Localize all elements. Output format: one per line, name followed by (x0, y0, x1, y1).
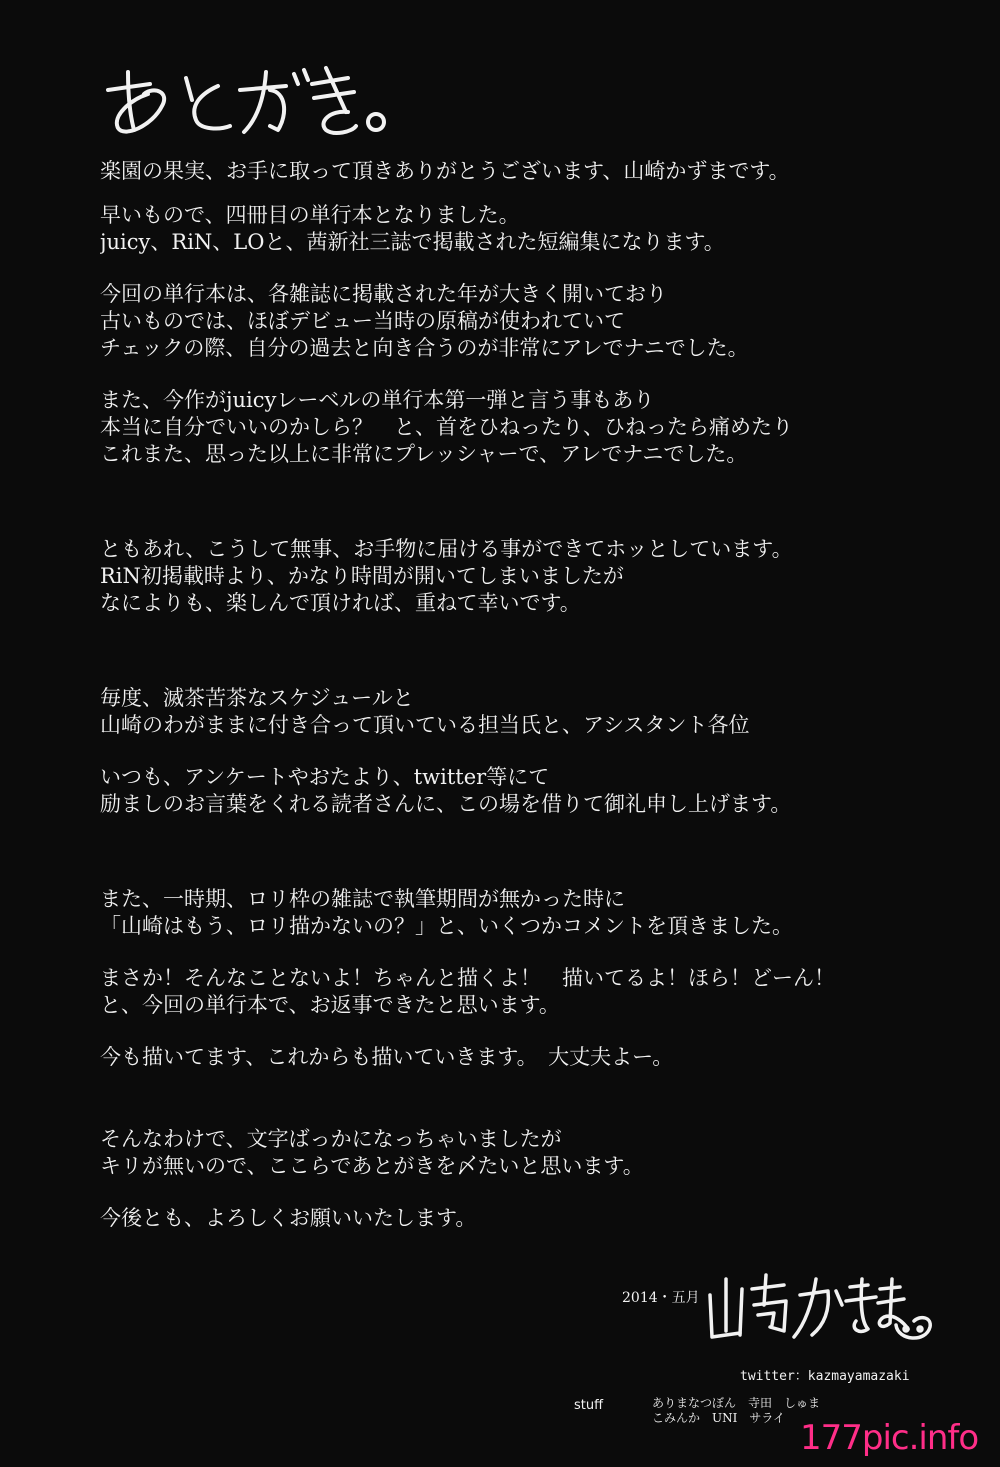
staff-line: こみんか UNI サライ (652, 1411, 785, 1425)
text-line: と、今回の単行本で、お返事できたと思います。 (100, 993, 560, 1017)
text-line: juicy、RiN、LOと、茜新社三誌で掲載された短編集になります。 (100, 230, 725, 254)
handwritten-signature-graphic (700, 1265, 940, 1350)
paragraph (100, 1126, 960, 1180)
text-line: 早いもので、四冊目の単行本となりました。 (100, 203, 520, 227)
text-line: なによりも、楽しんで頂ければ、重ねて幸いです。 (100, 591, 581, 615)
paragraph (100, 281, 960, 362)
handwritten-title-graphic (100, 50, 400, 140)
text-line: 山崎のわがままに付き合って頂いている担当氏と、アシスタント各位 (100, 713, 750, 737)
paragraph (100, 764, 960, 818)
site-watermark: 177pic.info (800, 1418, 979, 1458)
text-line: 本当に自分でいいのかしら？ と、首をひねったり、ひねったら痛めたり (100, 415, 793, 439)
text-line: また、今作がjuicyレーベルの単行本第一弾と言う事もあり (100, 388, 655, 412)
paragraph (100, 685, 960, 739)
text-line: まさか！そんなことないよ！ちゃんと描くよ！ 描いてるよ！ほら！どーん！ (100, 966, 835, 990)
text-line: 楽園の果実、お手に取って頂きありがとうございます、山崎かずまです。 (100, 159, 790, 183)
text-line: 古いものでは、ほぼデビュー当時の原稿が使われていて (100, 309, 625, 333)
paragraph (100, 536, 960, 617)
staff-names (652, 1396, 820, 1426)
paragraph (100, 202, 960, 256)
signature-date: 2014・五月 (622, 1290, 700, 1306)
text-line: また、一時期、ロリ枠の雑誌で執筆期間が無かった時に (100, 887, 625, 911)
paragraph (100, 965, 960, 1019)
text-line: 今回の単行本は、各雑誌に掲載された年が大きく開いており (100, 282, 667, 306)
afterword-heading (100, 50, 400, 140)
afterword-body (100, 158, 960, 1232)
text-line: これまた、思った以上に非常にプレッシャーで、アレでナニでした。 (100, 442, 748, 466)
text-line: いつも、アンケートやおたより、twitter等にて (100, 765, 550, 789)
text-line: ともあれ、こうして無事、お手物に届ける事ができてホッとしています。 (100, 537, 793, 561)
paragraph (100, 1205, 960, 1232)
text-line: 「山崎はもう、ロリ描かないの？」と、いくつかコメントを頂きました。 (100, 914, 793, 938)
paragraph (100, 1044, 960, 1071)
paragraph (100, 158, 960, 185)
text-line: 毎度、滅茶苦茶なスケジュールと (100, 686, 414, 710)
text-line: 励ましのお言葉をくれる読者さんに、この場を借りて御礼申し上げます。 (100, 792, 792, 816)
text-line: チェックの際、自分の過去と向き合うのが非常にアレでナニでした。 (100, 336, 749, 360)
text-line: キリが無いので、ここらであとがきを〆たいと思います。 (100, 1154, 644, 1178)
paragraph (100, 387, 960, 468)
staff-line: ありまなつぼん 寺田 しゅま (652, 1396, 821, 1410)
text-line: 今後とも、よろしくお願いいたします。 (100, 1206, 477, 1230)
author-signature (700, 1265, 940, 1350)
text-line: そんなわけで、文字ばっかになっちゃいましたが (100, 1127, 562, 1151)
text-line: RiN初掲載時より、かなり時間が開いてしまいましたが (100, 564, 624, 588)
paragraph (100, 886, 960, 940)
staff-label: stuff (574, 1398, 604, 1413)
twitter-handle: twitter：kazmayamazaki (740, 1369, 910, 1384)
text-line: 今も描いてます、これからも描いていきます。 大丈夫よー。 (100, 1045, 674, 1069)
